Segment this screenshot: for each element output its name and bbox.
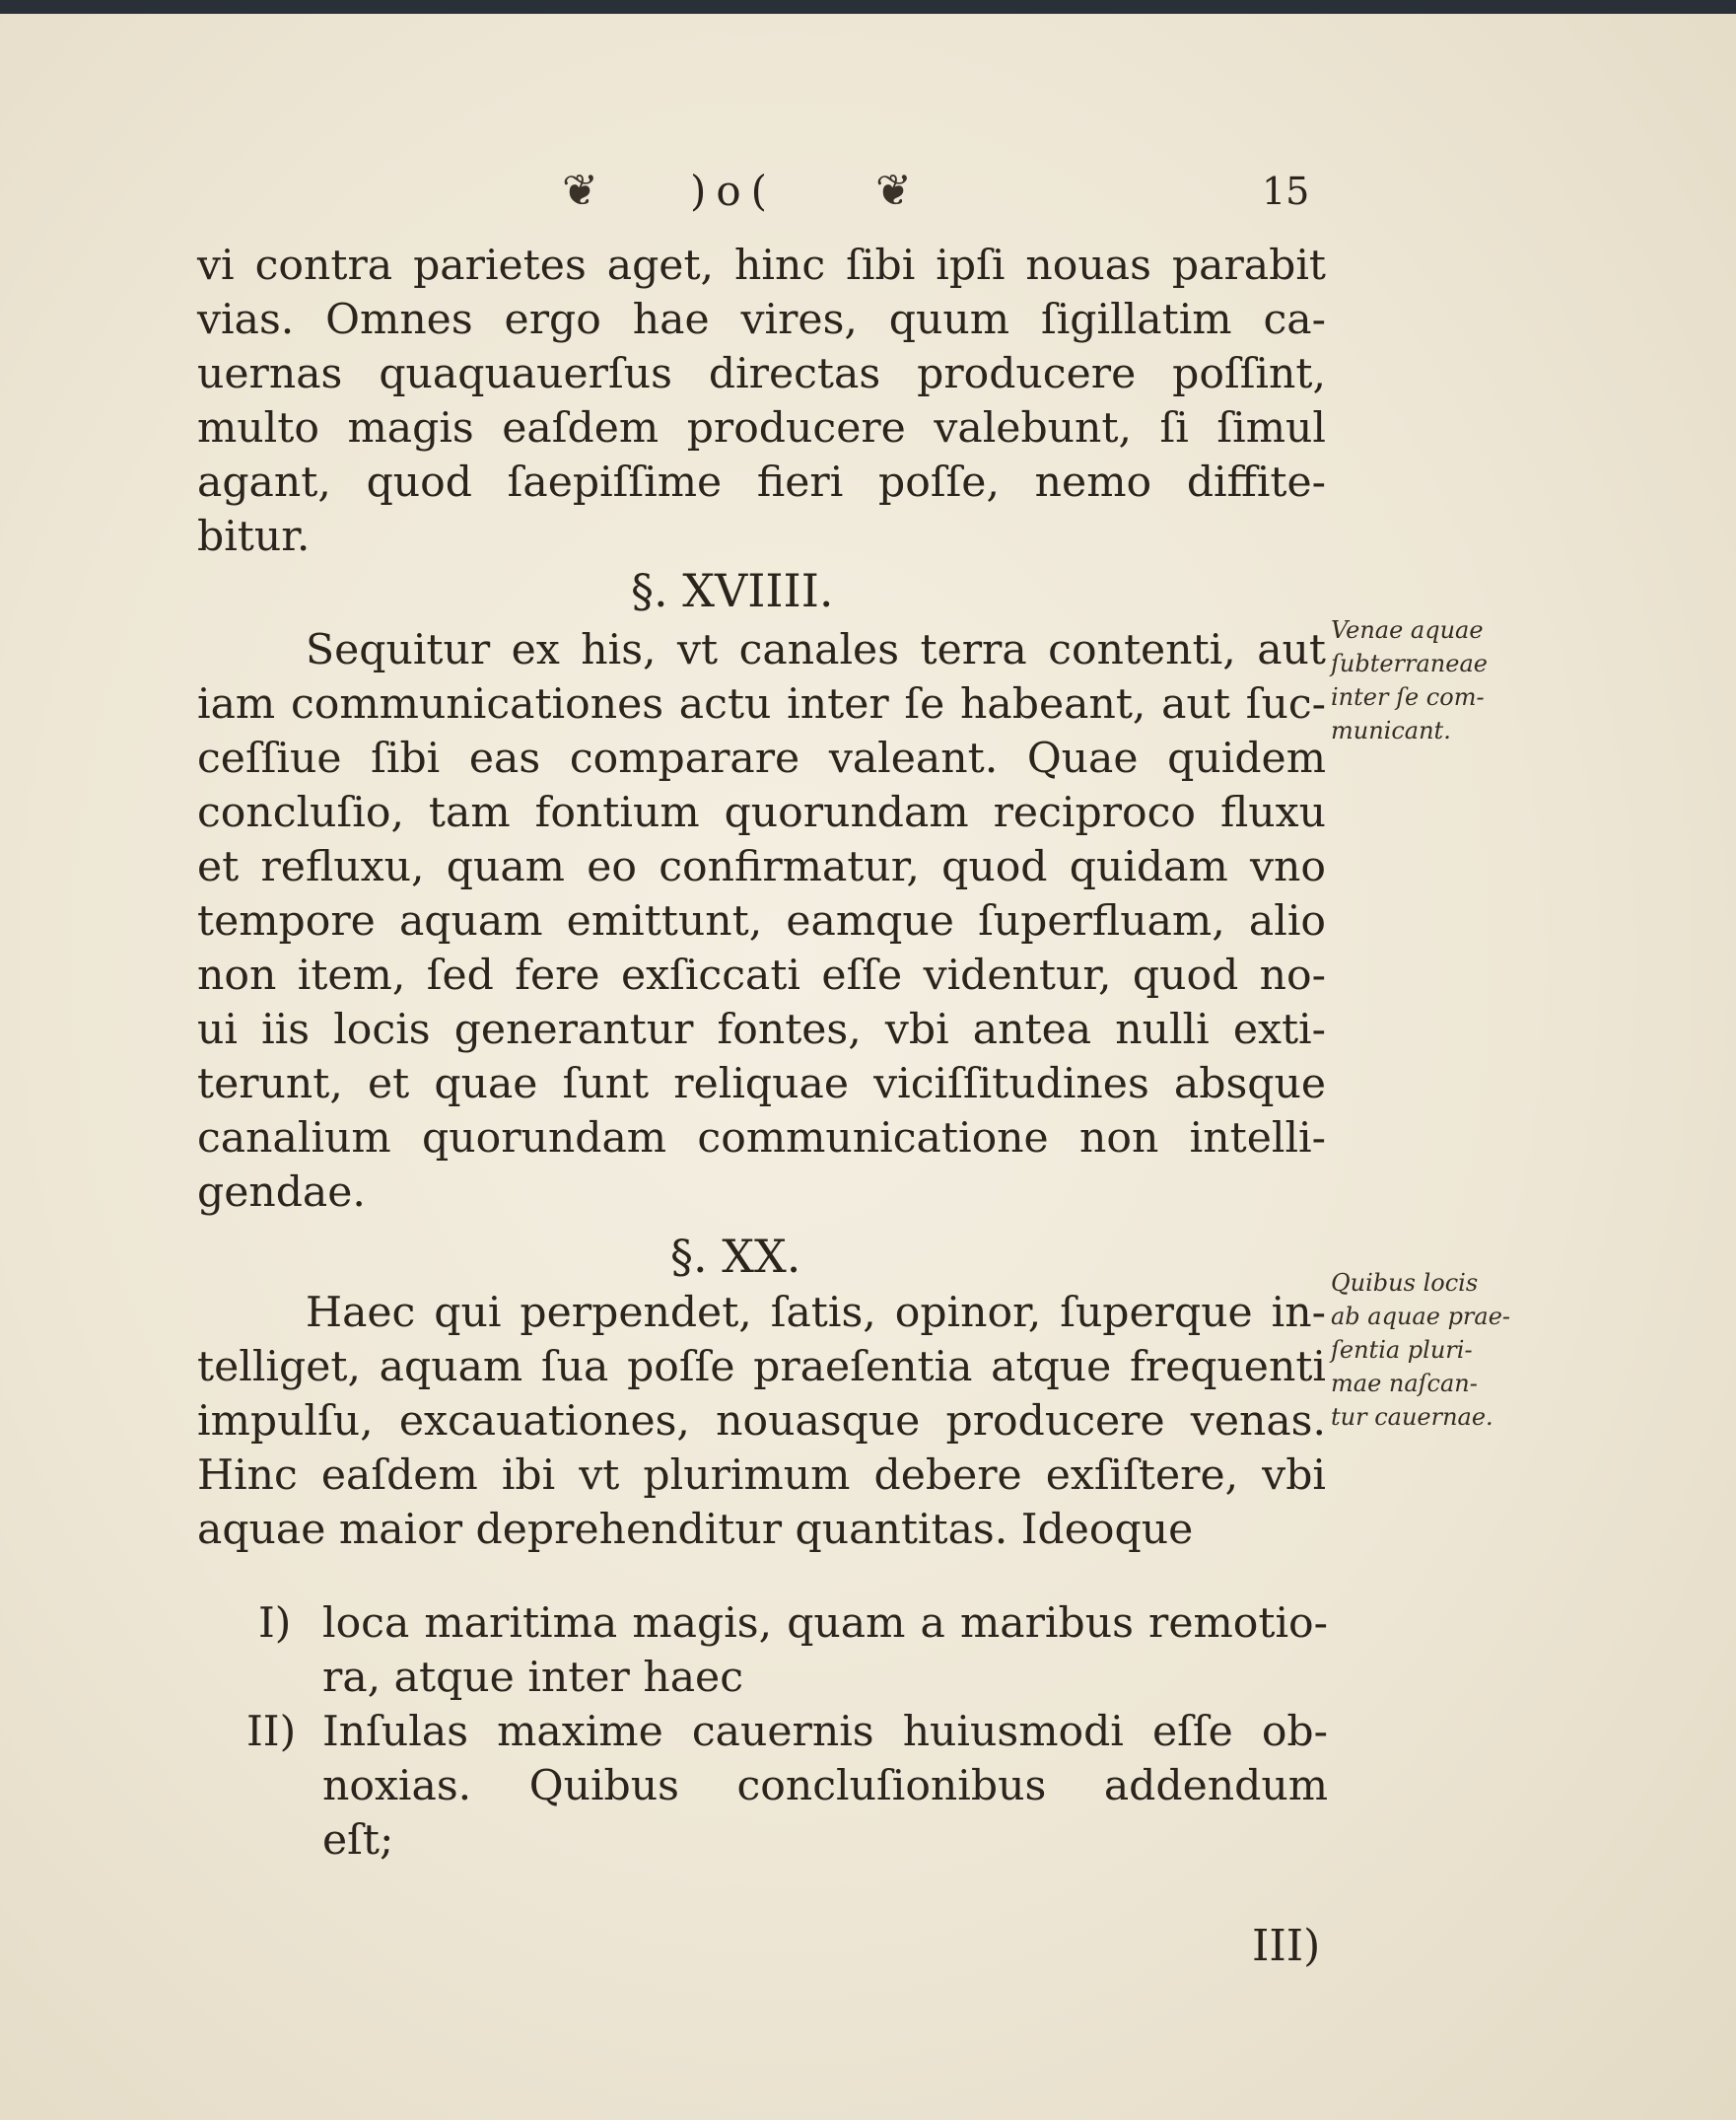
running-head: )o(	[690, 167, 778, 215]
text-line: telliget, aquam ſua poſſe praeſentia atque frequenti	[197, 1343, 1326, 1391]
margin-note-line: inter ſe com-	[1331, 683, 1485, 711]
text-line: multo magis eaſdem producere valebunt, ſi ſimul	[197, 404, 1326, 453]
list-marker: II)	[246, 1708, 297, 1756]
text-line: impulſu, excauationes, nouasque producere venas.	[197, 1397, 1326, 1446]
text-line: Sequitur ex his, vt canales terra contenti, aut	[306, 626, 1326, 674]
text-line: uernas quaquauerſus directas producere poſſint,	[197, 350, 1326, 398]
text-line: concluſio, tam fontium quorundam reciproco fluxu	[197, 789, 1326, 837]
list-line: ra, atque inter haec	[322, 1654, 744, 1702]
text-line: bitur.	[197, 513, 311, 561]
text-line: Hinc eaſdem ibi vt plurimum debere exſiſtere, vbi	[197, 1451, 1326, 1500]
fleuron-left-icon: ❦	[562, 166, 598, 216]
text-line: agant, quod ſaepiſſime fieri poſſe, nemo diffite-	[197, 459, 1326, 507]
text-line: non item, ſed fere exſiccati eſſe videntur, quod no-	[197, 952, 1326, 1000]
page-number: 15	[1262, 170, 1310, 213]
text-line: iam communicationes actu inter ſe habeant, aut ſuc-	[197, 680, 1326, 729]
page-header	[562, 162, 1321, 221]
text-line: et refluxu, quam eo confirmatur, quod quidam vno	[197, 843, 1326, 891]
section-heading-20: §. XX.	[670, 1230, 801, 1283]
margin-note-line: ſentia pluri-	[1331, 1336, 1473, 1364]
text-line: vi contra parietes aget, hinc ſibi ipſi nouas parabit	[197, 242, 1326, 290]
margin-note-line: Quibus locis	[1331, 1269, 1479, 1297]
conclusion-list	[246, 1596, 1328, 1868]
paragraph-1	[197, 239, 1326, 564]
book-page	[0, 14, 1736, 2120]
section-20-body	[197, 1286, 1326, 1557]
list-line: eſt;	[322, 1816, 394, 1865]
margin-note-20	[1331, 1266, 1558, 1434]
margin-note-18	[1331, 613, 1558, 747]
margin-note-line: Venae aquae	[1331, 616, 1484, 644]
margin-note-line: municant.	[1331, 717, 1451, 744]
list-marker: I)	[258, 1599, 292, 1648]
list-item	[258, 1596, 1328, 1705]
list-line: loca maritima magis, quam a maribus remotio-	[322, 1599, 1328, 1648]
text-line: ceſſiue ſibi eas comparare valeant. Quae quidem	[197, 735, 1326, 783]
text-line: Haec qui perpendet, ſatis, opinor, ſuperque in-	[306, 1289, 1326, 1337]
margin-note-line: ab aquae prae-	[1331, 1303, 1511, 1330]
text-line: canalium quorundam communicatione non intelli-	[197, 1114, 1326, 1163]
margin-note-line: ſubterraneae	[1331, 650, 1488, 677]
margin-note-line: mae naſcan-	[1331, 1370, 1478, 1397]
section-heading-18: §. XVIIII.	[631, 564, 834, 617]
text-line: ui iis locis generantur fontes, vbi antea nulli exti-	[197, 1006, 1326, 1054]
fleuron-right-icon: ❦	[875, 166, 912, 216]
text-line: aquae maior deprehenditur quantitas. Ideoque	[197, 1506, 1194, 1554]
text-line: terunt, et quae ſunt reliquae viciſſitudines absque	[197, 1060, 1326, 1108]
text-line: tempore aquam emittunt, eamque ſuperfluam, alio	[197, 897, 1326, 946]
text-line: vias. Omnes ergo hae vires, quum ſigillatim ca-	[197, 296, 1326, 344]
scan-top-edge	[0, 0, 1736, 14]
list-line: Inſulas maxime cauernis huiusmodi eſſe ob-	[322, 1708, 1328, 1756]
margin-note-line: tur cauernae.	[1331, 1403, 1493, 1431]
text-line: gendae.	[197, 1168, 366, 1217]
section-18-body	[197, 623, 1326, 1220]
catchword: III)	[1252, 1921, 1321, 1971]
list-item	[246, 1705, 1328, 1868]
list-line: noxias. Quibus concluſionibus addendum	[322, 1762, 1328, 1810]
